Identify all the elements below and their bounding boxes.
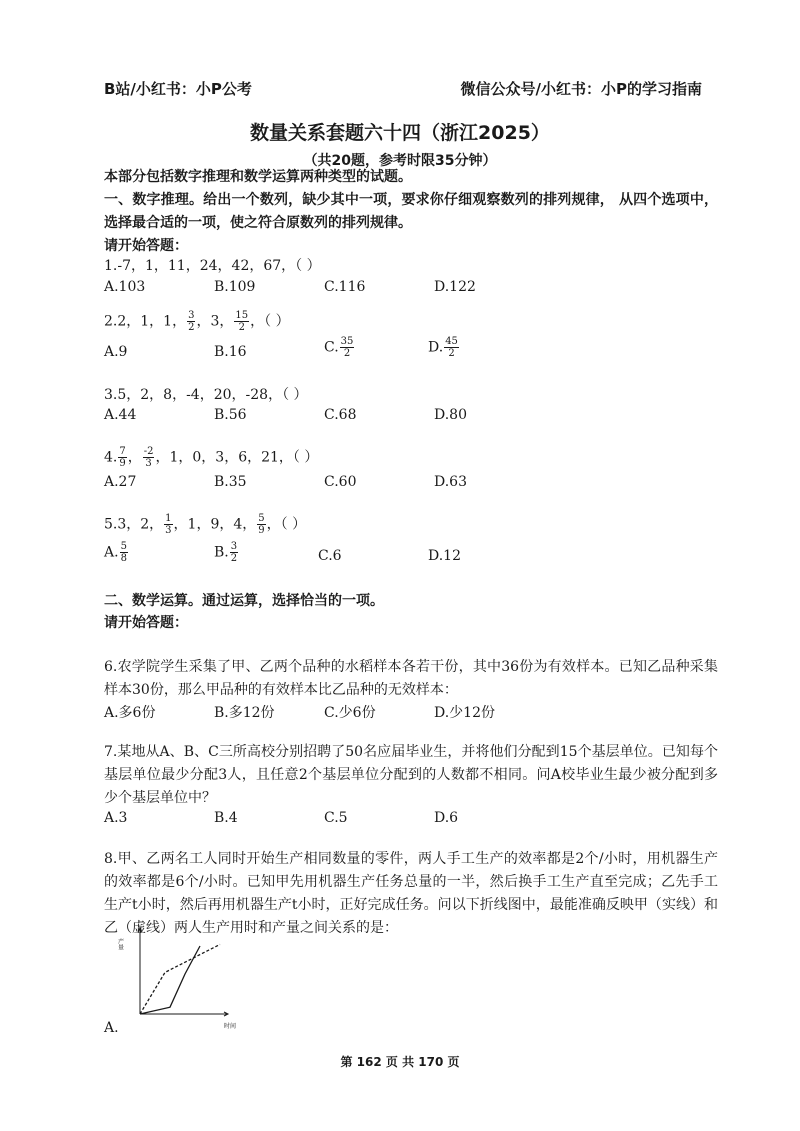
q3-stem: 3.5，2，8，-4，20，-28，（ ） — [104, 387, 308, 403]
q1-option-c[interactable]: C.116 — [324, 279, 366, 295]
page-footer: 第 162 页 共 170 页 — [340, 1055, 460, 1069]
section1-heading: 一、数字推理。给出一个数列，缺少其中一项，要求你仔细观察数列的排列规律， 从四个选项中，选择最合适的一项，使之符合原数列的排列规律。 — [104, 192, 718, 231]
chart-x-axis — [140, 1012, 228, 1016]
page-subtitle: （共20题，参考时限35分钟） — [303, 153, 497, 169]
q1-option-b[interactable]: B.109 — [214, 279, 256, 295]
q3-option-b[interactable]: B.56 — [214, 407, 247, 423]
q2-option-a[interactable]: A.9 — [104, 344, 128, 360]
q2-option-d[interactable]: D. $\frac{45}{2}$ — [428, 336, 458, 359]
q4-option-b[interactable]: B.35 — [214, 474, 247, 490]
chart-series-solid — [140, 946, 200, 1014]
q8-option-a[interactable]: A. — [104, 1020, 119, 1036]
section2-start: 请开始答题： — [104, 615, 188, 631]
chart-series-dashed — [140, 944, 220, 1014]
q5-stem: 5.3，2， $\frac{1}{3}$ ，1，9，4， $\frac{5}{9}$ ，（ ） — [104, 513, 307, 536]
q6-option-a[interactable]: A.多6份 — [104, 705, 156, 721]
q8-option-a-chart[interactable] — [112, 922, 242, 1032]
q4-option-d[interactable]: D.63 — [434, 474, 467, 490]
header-left: B站/小红书：小P公考 — [104, 80, 252, 98]
q6-option-d[interactable]: D.少12份 — [434, 705, 495, 721]
q4-option-c[interactable]: C.60 — [324, 474, 357, 490]
q5-option-d[interactable]: D.12 — [428, 548, 461, 564]
q2-option-b[interactable]: B.16 — [214, 344, 247, 360]
q3-option-c[interactable]: C.68 — [324, 407, 357, 423]
chart-y-axis — [138, 928, 142, 1014]
q7-option-a[interactable]: A.3 — [104, 810, 128, 826]
q5-option-c[interactable]: C.6 — [318, 548, 342, 564]
section1-start: 请开始答题： — [104, 238, 188, 254]
chart-y-axis-label: 产量 — [116, 938, 124, 950]
q1-stem: 1.-7，1，11，24，42，67，（ ） — [104, 258, 321, 274]
q6-stem: 6.农学院学生采集了甲、乙两个品种的水稻样本各若干份，其中36份为有效样本。已知乙品种采集样本30份，那么甲品种的有效样本比乙品种的无效样本： — [104, 659, 718, 698]
q3-option-d[interactable]: D.80 — [434, 407, 467, 423]
q4-stem: 4. $\frac{7}{9}$ ， $\frac{-2}{3}$ ，1，0，3，6，21，（ ） — [104, 446, 319, 469]
header-right: 微信公众号/小红书：小P的学习指南 — [460, 80, 702, 98]
q7-option-d[interactable]: D.6 — [434, 810, 459, 826]
q4-option-a[interactable]: A.27 — [104, 474, 137, 490]
q2-stem: 2.2，1，1， $\frac{3}{2}$ ，3， $\frac{15}{2}$ ，（ ） — [104, 310, 290, 333]
q6-option-c[interactable]: C.少6份 — [324, 705, 376, 721]
q5-option-b[interactable]: B. $\frac{3}{2}$ — [214, 541, 238, 564]
intro-text: 本部分包括数字推理和数学运算两种类型的试题。 — [104, 169, 412, 185]
q3-option-a[interactable]: A.44 — [104, 407, 137, 423]
q7-option-c[interactable]: C.5 — [324, 810, 348, 826]
q1-option-d[interactable]: D.122 — [434, 279, 476, 295]
chart-x-axis-label: 时间 — [224, 1023, 237, 1030]
q1-option-a[interactable]: A.103 — [104, 279, 146, 295]
section2-heading: 二、数学运算。通过运算，选择恰当的一项。 — [104, 593, 384, 609]
page-title: 数量关系套题六十四（浙江2025） — [250, 122, 550, 144]
q6-option-b[interactable]: B.多12份 — [214, 705, 275, 721]
q8-stem: 8.甲、乙两名工人同时开始生产相同数量的零件，两人手工生产的效率都是2个/小时，用机器生产的效率都是6个/小时。已知甲先用机器生产任务总量的一半，然后换手工生产直至完成；乙先手工生产t小时，然后再用机器生产t小时，正好完成任务。问以下折线图中，最能准确反映甲（实线）和乙（虚线）两人生产用时和产量之间关系的是： — [104, 851, 718, 936]
q2-option-c[interactable]: C. $\frac{35}{2}$ — [324, 336, 354, 359]
q7-option-b[interactable]: B.4 — [214, 810, 238, 826]
q7-stem: 7.某地从A、B、C三所高校分别招聘了50名应届毕业生，并将他们分配到15个基层单位。已知每个基层单位最少分配3人，且任意2个基层单位分配到的人数都不相同。问A校毕业生最少被分配到多少个基层单位中？ — [104, 744, 718, 806]
q5-option-a[interactable]: A. $\frac{5}{8}$ — [104, 541, 127, 564]
